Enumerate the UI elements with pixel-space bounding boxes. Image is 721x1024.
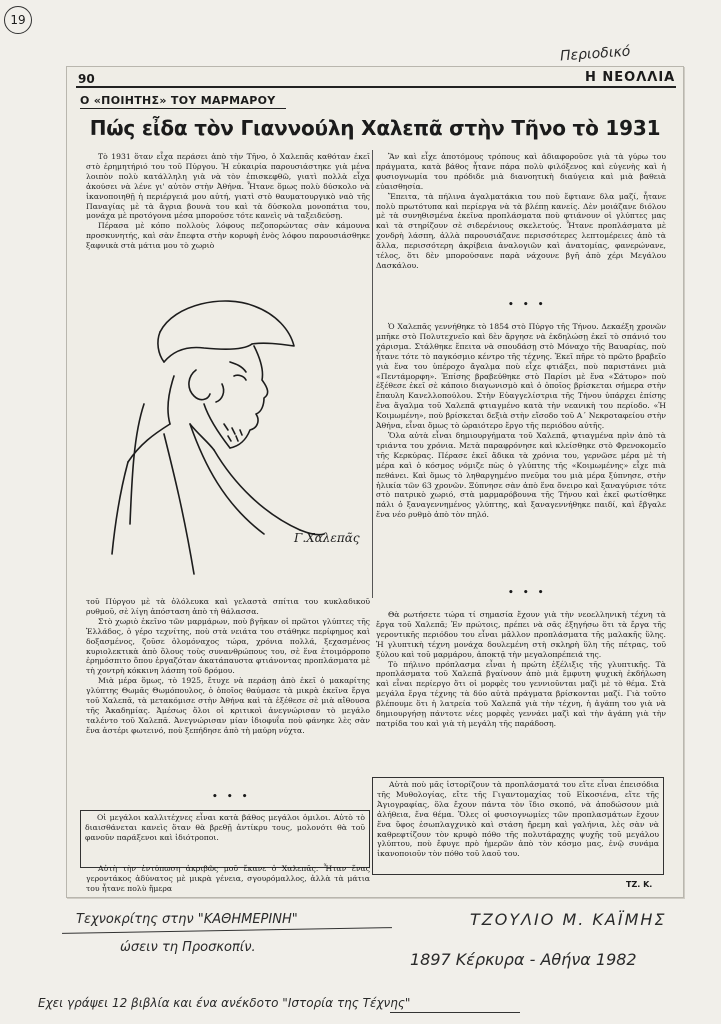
paragraph: Ὅλα αὐτὰ εἶναι δημιουργήματα τοῦ Χαλεπᾶ, φτιαγμένα πρὶν ἀπὸ τὰ τριάντα του χρόνια. Μετὰ παραφρόνησε καὶ κλείσθηκε στὸ Φρενοκομεῖο τῆς Κερκύρας. Πέρασε ἐκεῖ ἄδικα τὰ χρόνια του, γερνῶσε μέρα μὲ τὴ μέρα καὶ ὁ κόσμος νόμιζε πὼς ὁ γλύπτης τῆς «Κοιμωμένης» εἶχε πιὰ πεθάνει. Καὶ ὅμως τὸ ληθαργημένο πνεῦμα του μιὰ μέρα ξύπνησε, στὴν ἡλικία τῶν 63 χρονῶν. Ξύπνησε σὰν ἀπὸ ἕνα ὄνειρο καὶ ξαναγύρισε τότε στὸ πατρικὸ χωριό, στὰ μαρμαρόβουνα τῆς Τήνου καὶ ἐκεῖ φωτίσθηκε πάλι ὁ ξαναγεννημένος γλύπτης, καὶ ξαναγεννήθηκε παιδί, καὶ ἔβγαλε ἕνα νέο ρυθμὸ ἀπὸ τὸν πηλό. [376,430,666,520]
handwritten-periodical-note: Περιοδικό [559,43,631,65]
handwritten-author-dates: 1897 Κέρκυρα - Αθήνα 1982 [410,950,637,969]
cap-outline [160,301,294,346]
page-mark: 19 [10,13,26,27]
separator-dots: • • • [212,792,251,802]
column-left-end [86,864,370,893]
handwritten-source-line-2: ώσειν τη Προσκοπίν. [120,940,256,955]
paragraph: Τὸ πήλινο πρόπλασμα εἶναι ἡ πρώτη ἐξέλιξις τῆς γλυπτικῆς. Τὰ προπλάσματα τοῦ Χαλεπᾶ βγαίνουν ἀπὸ μιὰ ἔμφυτη ψυχικὴ ἐκδήλωση καὶ εἶναι περίεργο ὅτι οἱ μορφὲς του γεννιοῦνται μαζὶ μὲ τὸ θέμα. Στὰ μεγάλα ἔργα τέχνης τὰ δύο αὐτὰ πράγματα βρίσκονται μαζί. Γιὰ τοῦτο βλέπουμε ὅτι ἡ λατρεία τοῦ Χαλεπᾶ γιὰ τὴν τέχνη, ἡ ἀγάπη του γιὰ νὰ δημιουργήσῃ πάντοτε νέες μορφὲς γεννάει μαζὶ καὶ τὴν ἀγάπη γιὰ τὴν πατρίδα του καὶ γιὰ τὴ μεγάλη τῆς παράδοση. [376,659,666,728]
paragraph: Ἂν καὶ εἶχε ἀποτόμους τρόπους καὶ ἀδιαφοροῦσε γιὰ τὰ γύρω του πράγματα, κατὰ βάθος ἦτανε πάρα πολὺ φιλόξενος καὶ εὐγενὴς καὶ ἡ φυσιογνωμία του πρόδιδε μιὰ διανοητικὴ διαύγεια καὶ μιὰ βαθειὰ εὐαισθησία. [376,152,666,191]
column-left-bottom [86,597,370,785]
portrait-signature: Γ.Χαλεπᾶς [294,531,360,545]
handwritten-author-name: ΤΖΟΥΛΙΟ Μ. ΚΑΪΜΗΣ [470,910,667,929]
separator-dots: • • • [508,300,547,310]
boxed-paragraph-right [372,777,664,875]
page-mark-circle [4,6,32,34]
paragraph: Ὁ Χαλεπᾶς γεννήθηκε τὸ 1854 στὸ Πύργο τῆς Τήνου. Δεκαέξη χρονῶν μπῆκε στὸ Πολυτεχνεῖο καὶ δὲν ἄργησε νὰ ἐκδηλώσῃ ἐκεῖ τὸ σπάνιό του χάρισμα. Στάλθηκε ἔπειτα νὰ σπουδάσῃ στὸ Μόναχο τῆς Βαυαρίας, ποὺ ἦτανε τότε τὸ παγκόσμιο κέντρο τῆς τέχνης. Ἐκεῖ πῆρε τὸ πρῶτο βραβεῖο γιὰ ἕνα του ὑπέροχο ἄγαλμα ποὺ εἶχε φτιάξει, ποὺ παριστάνει μιὰ «Πεντάμορφη». Ἐπίσης βραβεύθηκε στὸ Παρίσι μὲ ἕνα «Σάτυρο» ποὺ ἐξέθεσε ἐκεῖ σὲ κάποιο διαγωνισμὸ καὶ ὁ ὁποῖος βρίσκεται σήμερα στὴν ἔπαυλη Κανελλοπούλου. Στὴν Εὐαγγελίστρια τῆς Τήνου ὑπάρχει ἐπίσης ἕνα ἄγαλμα τοῦ Χαλεπᾶ φτιαγμένο κατὰ τὴν νεανικὴ του περίοδο. «Ἡ Κοιμωμένη», ποὺ βρίσκεται δεξιὰ στὴν εἴσοδο τοῦ Α΄ Νεκροταφείου στὴν Ἀθήνα, εἶναι ὅμως τὸ ὡραιότερο ἔργο τῆς περιόδου αὐτῆς. [376,322,666,431]
paragraph: Αὐτὴ τὴν ἐντύπωση ἀκριβῶς μοῦ ἔκανε ὁ Χαλεπᾶς. Ἦταν ἕνας γεροντάκος ἀδύνατος μὲ μικρὰ γένεια, σγουρόμαλλος, ἀλλὰ τὰ μάτια του ἦτανε πολὺ ἤμερα [86,864,370,893]
column-left-top [86,152,370,280]
column-divider [372,150,373,598]
column-right-top [376,152,666,300]
paragraph: Οἱ μεγάλοι καλλιτέχνες εἶναι κατὰ βάθος μεγάλοι ὁμιλοι. Αὐτὸ τὸ διαισθάνεται κανεὶς ὅταν θὰ βρεθῇ ἀντίκρυ τους, μολονότι θὰ τοῦ φανοῦν παράξενοι καὶ ἰδιότροποι. [85,813,365,842]
handwritten-source-line-1: Τεχνοκρίτης στην "ΚΑΘΗΜΕΡΙΝΗ" [76,912,298,927]
article-headline: Πώς εἶδα τὸν Γιαννούλη Χαλεπᾶ στὴν Τῆνο τὸ 1931 [89,116,661,140]
running-magazine-title: Η ΝΕΟΛΛΙΑ [585,70,676,85]
paragraph: Στὸ χωριὸ ἐκεῖνο τῶν μαρμάρων, ποὺ βγῆκαν οἱ πρῶτοι γλύπτες τῆς Ἑλλάδος, ὁ γέρο τεχνίτης, ποὺ στὰ νειάτα του στάθηκε περίφημος καὶ δοξασμένος, ζοῦσε ὁλομόναχος τώρα, χρόνια πολλά, ξεχασμένος κυριολεκτικὰ ἀπὸ ὅλους τοὺς συνανθρώπους του, σὲ ἕνα ἑτοιμόρροπο ἐρημόσπιτο ὅπου ἐργαζόταν ἀκατάπαυστα φτιάνοντας προπλάσματα μὲ τὴ χοντρὴ κόκκινη λάσπη τοῦ δρόμου. [86,616,370,676]
paragraph: Ἔπειτα, τὰ πήλινα ἀγαλματάκια του ποὺ ἔφτιανε δλα μαζί, ἦτανε πολὺ πρωτότυπα καὶ περίεργα νὰ τὰ βλέπῃ κανείς. Δὲν μοιάζανε διόλου μὲ τὰ συνηθισμένα ἐκεῖνα προπλάσματα ποὺ φτιάνουν οἱ γλύπτες μας καὶ τὰ στηρίζουν σὲ σιδερένιους σκελετούς. Ἦτανε προπλάσματα μὲ χονδρὴ λάσπη, ἀλλὰ παρουσιάζανε περισσότερες λεπτομέρειες ἀπὸ τὰ ἄλλα, περισσότερη ἀκρίβεια ἀναλογιῶν καὶ ἀνατομίας, φανερώνανε, τέλος, ὅτι δὲν μπορούσανε παρὰ νάχουνε βγῆ ἀπὸ χέρι Μεγάλου Δασκάλου. [376,191,666,270]
author-initials: ΤΖ. Κ. [626,880,653,889]
paragraph: Τὸ 1931 ὅταν εἶχα περάσει ἀπὸ τὴν Τῆνο, ὁ Χαλεπᾶς καθόταν ἐκεῖ στὸ ἐρημητήριό του τοῦ Πύργου. Ἡ εὐκαιρία παρουσιάστηκε γιὰ μένα λοιπὸν πολὺ κατάλληλη γιὰ νὰ τὸν ἐπισκεφθῶ, γιατὶ πολλὰ εἶχα ἀκούσει νὰ λένε γι' αὐτὸν στὴν Ἀθήνα. Ἦτανε ὅμως πολὺ δύσκολο νὰ ἱκανοποιηθῇ ἡ περιέργειά μου αὐτή, γιατὶ στὸ θαυματουργικὸ ναὸ τῆς Παναγίας μὲ τὰ ἄγρια βουνὰ του καὶ τὰ δύσκολα μονοπάτια του, μονάχα μὲ προτόγονα μέσα μπορούσε τότε κανεὶς νὰ ταξειδεύσῃ. [86,152,370,221]
top-rule [76,86,676,88]
separator-dots: • • • [508,588,547,598]
section-heading: Ο «ΠΟΙΗΤΗΣ» ΤΟΥ ΜΑΡΜΑΡΟΥ [80,94,276,107]
portrait-sketch [104,284,372,584]
paragraph: τοῦ Πύργου μὲ τὰ ὁλόλευκα καὶ γελαστὰ σπίτια του κυκλαδικοῦ ρυθμοῦ, σὲ λίγη ἀπόσταση ἀπὸ τὴ θάλασσα. [86,597,370,616]
handwritten-bottom-note: Εχει γράψει 12 βιβλία και ένα ανέκδοτο "Ιστορία της Τέχνης" [38,996,411,1010]
paragraph: Πέρασα μὲ κόπο πολλοὺς λόφους πεζοπορώντας σὰν κάμουνα προσκυνητής, καὶ σὰν ἔπεφτα στὴν κορυφὴ ἑνὸς λόφου παρουσιάσθηκε ξαφνικὰ στὰ μάτια μου τὸ χωριὸ [86,221,370,251]
paragraph: Αὐτὰ ποὺ μᾶς ἱστορίζουν τὰ προπλάσματά του εἴτε εἶναι ἐπεισόδια τῆς Μυθολογίας, εἴτε τῆς Γιγαντομαχίας τοῦ Εἰκοσιένα, εἴτε τῆς Ἁγιογραφίας, ὅλα ἔχουν πάντα τὸν ἴδιο σκοπό, νὰ ἀποδώσουν μιὰ ἀλήθεια, ἕνα θέμα. Ὅλες οἱ φυσιογνωμίες τῶν προπλασμάτων ἔχουν ἕνα ὕφος ἐσωπλαγχνικὸ καὶ στάση ἤρεμη καὶ γαλήνια, λὲς σὰν νὰ καθρεφτίζουν τὸν κρυφὸ πόθο τῆς πολυτάραχης ψυχῆς τοῦ μεγάλου γλύπτου, ποὺ ἔφυγε πρὸ ἡμερῶν ἀπὸ τὸν κόσμο μας, ἐνῷ συνάμα ἱκανοποιοῦν τὸν πόθο τοῦ λαοῦ του. [377,780,659,859]
column-right-bottom [376,610,666,778]
handwritten-underline [62,927,392,934]
handwritten-underline [390,1012,520,1013]
paragraph: Θὰ ρωτήσετε τώρα τί σημασία ἔχουν γιὰ τὴν νεοελληνικὴ τέχνη τὰ ἔργα τοῦ Χαλεπᾶ; Ἐν πρώτοις, πρέπει νὰ σᾶς ἐξηγήσω ὅτι τὰ ἔργα τῆς γεροντικῆς περιόδου του εἶναι μᾶλλον προπλάσματα τῆς μαλακῆς ὕλης. Ἡ γλυπτικὴ τέχνη μονάχα δουλεμένη στὴ σκληρὴ ὕλη τῆς πέτρας, τοῦ ξύλου καὶ τοῦ μαρμάρου, ἀποκτᾷ τὴν μεγαλοπρέπειά της. [376,610,666,659]
paragraph: Μιὰ μέρα ὅμως, τὸ 1925, ἔτυχε νὰ περάσῃ ἀπὸ ἐκεῖ ὁ μακαρίτης γλύπτης Θωμᾶς Θωμόπουλος, ὁ ὁποῖος θαύμασε τὰ μικρὰ ἐκεῖνα ἔργα τοῦ Χαλεπᾶ, τὰ μετακόμισε στὴν Ἀθήνα καὶ τὰ ἐξέθεσε σὲ μιὰ αἴθουσα τῆς Ἀκαδημίας. Ἀμέσως ὅλοι οἱ κριτικοὶ ἀνεγνώρισαν τὸ μεγάλο ταλέντο τοῦ Χαλεπᾶ. Ἀνεγνώρισαν μίαν ἰδιοφυΐα ποὺ φάνηκε λὲς σὰν ἕνα ἀστέρι φωτεινό, ποὺ ξεπήδησε ἀπὸ τὴ μαύρη νύχτα. [86,676,370,735]
section-rule [80,108,286,109]
boxed-paragraph-left [80,810,370,868]
column-right-middle [376,322,666,572]
running-page-number: 90 [78,72,95,86]
